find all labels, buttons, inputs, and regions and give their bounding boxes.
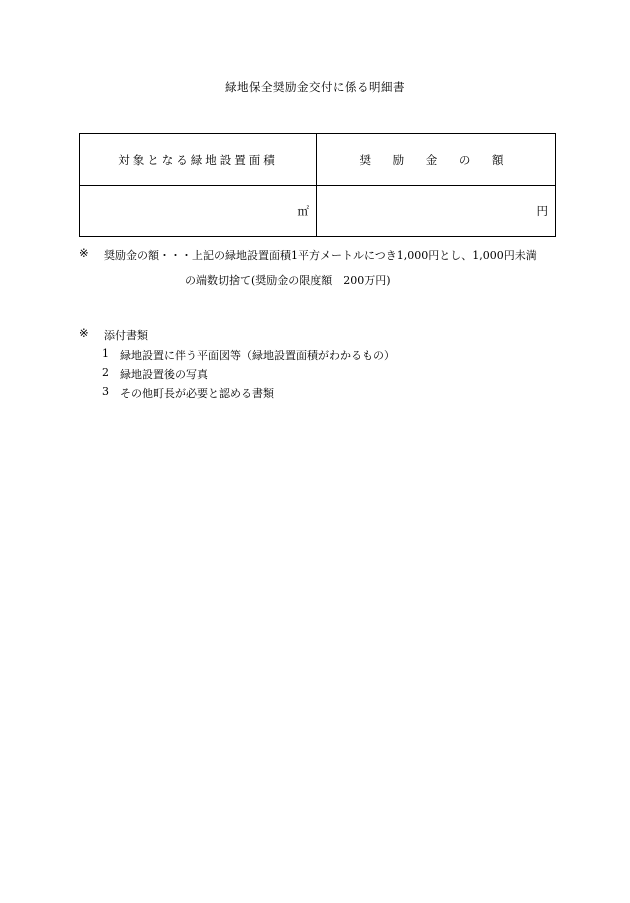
- attachment-item-num: 1: [102, 347, 109, 360]
- page-title: 緑地保全奨励金交付に係る明細書: [225, 80, 405, 94]
- header-green-area: 対象となる緑地設置面積: [80, 134, 317, 186]
- table-value-row: [80, 186, 556, 237]
- note-text-line-1: 奨励金の額・・・上記の緑地設置面積1平方メートルにつき1,000円とし、1,000円未満: [104, 249, 537, 262]
- note-text-line-2: の端数切捨て(奨励金の限度額 200万円): [185, 274, 391, 287]
- header-grant-amount: 奨 励 金 の 額: [317, 134, 556, 186]
- attachment-item-num: 3: [102, 385, 109, 398]
- attachment-item-num: 2: [102, 366, 109, 379]
- amount-unit-label: 円: [536, 204, 548, 218]
- attachment-item-text: 緑地設置に伴う平面図等（緑地設置面積がわかるもの）: [120, 349, 395, 362]
- attachments-heading: 添付書類: [104, 329, 148, 342]
- note-mark: ※: [79, 246, 89, 260]
- table-header-row: [80, 134, 556, 186]
- attachment-item-text: その他町長が必要と認める書類: [120, 387, 274, 400]
- attachment-item-text: 緑地設置後の写真: [120, 368, 208, 381]
- area-value-cell: [80, 186, 317, 237]
- grant-detail-table: [79, 133, 556, 237]
- amount-value-cell: [317, 186, 556, 237]
- attachments-mark: ※: [79, 326, 89, 340]
- area-unit-label: ㎡: [297, 204, 309, 218]
